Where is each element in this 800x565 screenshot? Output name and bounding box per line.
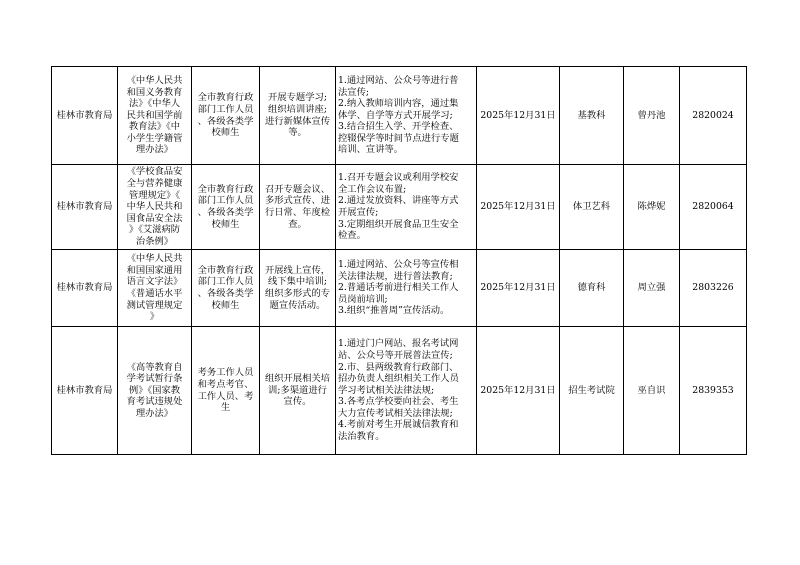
person-cell: 陈烨妮 <box>624 165 680 250</box>
form-cell: 开展专题学习; 组织培训讲座; 进行新媒体宣传 等。 <box>260 67 336 165</box>
phone-cell: 2820024 <box>680 67 747 165</box>
form-cell: 开展线上宣传， 线下集中培训; 组织多形式的专 题宣传活动。 <box>260 250 336 327</box>
table-row <box>52 67 747 165</box>
phone-cell: 2820064 <box>680 165 747 250</box>
deadline-cell: 2025年12月31日 <box>477 67 560 165</box>
laws-cell: 《中华人民共 和国国家通用 语言文字法》 《普通话水平 测试管理规定 》 <box>118 250 192 327</box>
form-cell: 组织开展相关培 训;多渠道进行 宣传。 <box>260 327 336 455</box>
dept-cell: 体卫艺科 <box>560 165 624 250</box>
table-row <box>52 165 747 250</box>
dept-cell: 德育科 <box>560 250 624 327</box>
measures-cell: 1.通过门户网站、报名考试网 站、公众号等开展普法宣传; 2.市、县两级教育行政部门、 招办负责人组织相关工作人员 学习考试相关法律法规; 3.各考点学校要向社会、考生 大力宣传考试相关法律法规; 4.考前对考生开展诚信教育和 法治教育。 <box>336 327 477 455</box>
laws-cell: 《高等教育自 学考试暂行条 例》《国家教 育考试违规处 理办法》 <box>118 327 192 455</box>
person-cell: 巫自识 <box>624 327 680 455</box>
person-cell: 曾丹池 <box>624 67 680 165</box>
laws-cell: 《学校食品安 全与营养健康 管理规定》《 中华人民共和 国食品安全法 》《艾滋病防 治条例》 <box>118 165 192 250</box>
table-row <box>52 327 747 455</box>
deadline-cell: 2025年12月31日 <box>477 165 560 250</box>
org-cell: 桂林市教育局 <box>52 67 118 165</box>
measures-cell: 1.召开专题会议或利用学校安 全工作会议布置; 2.通过发放资料、讲座等方式 开展宣传; 3.定期组织开展食品卫生安全 检查。 <box>336 165 477 250</box>
deadline-cell: 2025年12月31日 <box>477 327 560 455</box>
org-cell: 桂林市教育局 <box>52 327 118 455</box>
targets-cell: 全市教育行政 部门工作人员 、各级各类学 校师生 <box>192 250 260 327</box>
targets-cell: 全市教育行政 部门工作人员 、各级各类学 校师生 <box>192 165 260 250</box>
dept-cell: 基教科 <box>560 67 624 165</box>
form-cell: 召开专题会议、 多形式宣传、进 行日常、年度检 查。 <box>260 165 336 250</box>
phone-cell: 2803226 <box>680 250 747 327</box>
dept-cell: 招生考试院 <box>560 327 624 455</box>
person-cell: 周立强 <box>624 250 680 327</box>
laws-cell: 《中华人民共 和国义务教育 法》《中华人 民共和国学前 教育法》《中 小学生学籍管 理办法》 <box>118 67 192 165</box>
org-cell: 桂林市教育局 <box>52 165 118 250</box>
measures-cell: 1.通过网站、公众号等进行普 法宣传; 2.纳入教师培训内容，通过集 体学、自学等方式开展学习; 3.结合招生入学、开学检查、 控辍保学等时间节点进行专题 培训、宣讲等。 <box>336 67 477 165</box>
phone-cell: 2839353 <box>680 327 747 455</box>
targets-cell: 全市教育行政 部门工作人员 、各级各类学 校师生 <box>192 67 260 165</box>
deadline-cell: 2025年12月31日 <box>477 250 560 327</box>
table-row <box>52 250 747 327</box>
plan-table <box>51 66 747 455</box>
measures-cell: 1.通过网站、公众号等宣传相 关法律法规，进行普法教育; 2.普通话考前进行相关工作人 员岗前培训; 3.组织“推普周”宣传活动。 <box>336 250 477 327</box>
org-cell: 桂林市教育局 <box>52 250 118 327</box>
targets-cell: 考务工作人员 和考点考官、 工作人员、考 生 <box>192 327 260 455</box>
